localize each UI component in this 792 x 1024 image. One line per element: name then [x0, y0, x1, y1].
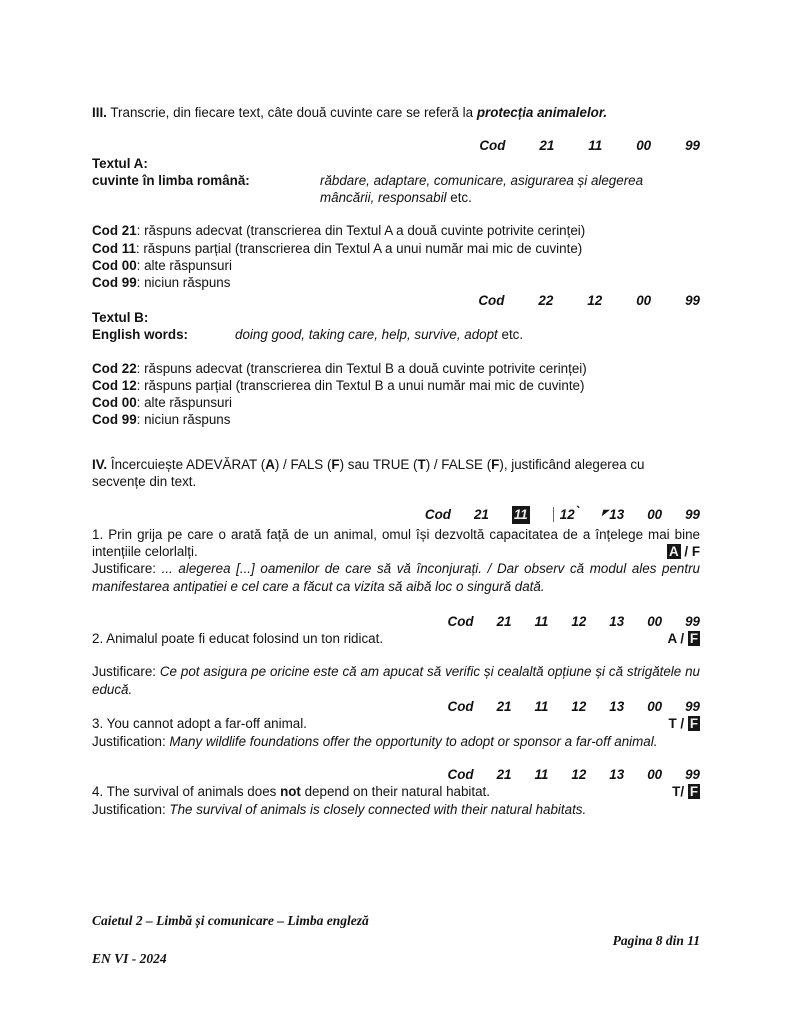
cod-value: 00: [636, 138, 652, 154]
cod-value: 12: [571, 613, 587, 629]
item-3-statement: 3. You cannot adopt a far-off animal.: [92, 716, 307, 732]
item-1: [92, 526, 700, 561]
cod-label: Cod: [447, 613, 474, 629]
cod-value: 00: [636, 292, 652, 308]
cod-value: 11: [534, 613, 549, 629]
text-b-key: English words:: [92, 327, 188, 343]
cod-value: 11: [534, 766, 549, 782]
text-a-words: răbdare, adaptare, comunicare, asigurarea și alegerea mâncării, responsabil etc.: [320, 172, 644, 206]
cod-value: 11: [534, 699, 549, 715]
item-4-answer: T/ F: [672, 784, 698, 800]
section4-number: IV.: [92, 456, 108, 472]
item-3-answer-circled: F: [689, 716, 698, 732]
cod-label: Cod: [424, 507, 451, 523]
cod-label: Cod: [447, 766, 474, 782]
text-a-label: Textul A:: [92, 155, 148, 171]
cod-value: 00: [647, 507, 663, 523]
text-b-label: Textul B:: [92, 309, 149, 325]
cod-value-marked: 12 `: [553, 506, 579, 523]
section3-heading: [92, 104, 700, 121]
cod-label: Cod: [479, 138, 506, 154]
cod-row-item1: [92, 506, 700, 525]
cod-value: 00: [647, 766, 663, 782]
cod-value: 99: [685, 292, 700, 308]
cod-value: 00: [647, 699, 663, 715]
cod-value: 13: [609, 766, 625, 782]
text-a-words-row: [92, 172, 700, 207]
item-1-statement: 1. Prin grija pe care o arată față de un animal, omul își dezvoltă capacitatea de a înțelege mai bine intențiile celorlalți.: [92, 526, 700, 559]
cod-row-text-b: [92, 292, 700, 309]
item-3-justification: Justification: Many wildlife foundations offer the opportunity to adopt or sponsor a far-off animal.: [92, 733, 658, 749]
code-line: Cod 99: niciun răspuns: [92, 275, 231, 291]
item-2: [92, 630, 700, 647]
cod-label: Cod: [447, 699, 474, 715]
cod-value: 21: [539, 138, 555, 154]
footer-exam-code: EN VI - 2024: [92, 951, 167, 966]
text-b-words-row: [92, 326, 700, 343]
cod-value: 13: [609, 699, 625, 715]
item-4-statement: 4. The survival of animals does not depend on their natural habitat.: [92, 784, 490, 800]
item-3: [92, 715, 700, 732]
codes-list-b: [92, 360, 700, 429]
cod-value: 11: [588, 138, 603, 154]
cod-row-item4: [92, 766, 700, 783]
cod-row-item2: [92, 613, 700, 630]
cod-value-smudged: 11: [513, 507, 528, 523]
cod-value: 21: [496, 613, 512, 629]
footer-page-number: Pagina 8 din 11: [612, 933, 700, 948]
cod-value: 12: [571, 766, 587, 782]
section3-title: Transcrie, din fiecare text, câte două cuvinte care se referă la: [106, 105, 477, 120]
cod-value: 22: [538, 292, 554, 308]
section3-title-emphasis: protecția animalelor.: [476, 105, 608, 120]
cod-value: 99: [685, 507, 700, 523]
cod-value: 99: [685, 766, 700, 782]
cod-row-item3: [92, 698, 700, 715]
code-line: Cod 99: niciun răspuns: [92, 412, 231, 428]
text-b-words: doing good, taking care, help, survive, adopt etc.: [235, 327, 524, 343]
item-2-answer-circled: F: [689, 631, 698, 647]
code-line: Cod 22: răspuns adecvat (transcrierea din Textul B a două cuvinte potrivite cerinței): [92, 360, 587, 376]
code-line: Cod 12: răspuns parțial (transcrierea din Textul B a unui număr mai mic de cuvinte): [92, 377, 585, 393]
cod-row-text-a: [92, 137, 700, 154]
text-a-key: cuvinte în limba română:: [92, 172, 250, 188]
codes-list-a: [92, 222, 700, 291]
item-1-answer: A / F: [668, 543, 700, 559]
item-1-answer-circled: A: [668, 543, 679, 559]
cod-value: 12: [571, 699, 587, 715]
cod-value-marked: ◤ 13: [602, 506, 624, 525]
cod-value: 21: [496, 699, 512, 715]
cod-label: Cod: [478, 292, 505, 308]
footer-booklet-title: Caietul 2 – Limbă și comunicare – Limba engleză: [92, 913, 369, 928]
cod-value: 13: [609, 613, 625, 629]
cod-value: 00: [647, 613, 663, 629]
item-4: [92, 783, 700, 800]
cod-value: 99: [685, 613, 700, 629]
code-line: Cod 21: răspuns adecvat (transcrierea din Textul A a două cuvinte potrivite cerinței): [92, 223, 586, 239]
cod-value: 99: [685, 138, 700, 154]
section4-heading: IV. Încercuiește ADEVĂRAT (A) / FALS (F) sau TRUE (T) / FALSE (F), justificând alegerea cu secvențe din text.: [92, 456, 645, 490]
code-line: Cod 00: alte răspunsuri: [92, 395, 232, 411]
item-1-justification: Justificare: ... alegerea [...] oamenilor de care să vă înconjurați. / Dar observ că modul ales pentru manifestarea antipatiei e cel care a făcut ca vizita să aibă loc o singură dată.: [92, 561, 700, 594]
item-2-answer: A / F: [667, 631, 698, 647]
cod-value: 21: [496, 766, 512, 782]
cod-value: 99: [685, 699, 700, 715]
item-4-justification: Justification: The survival of animals is closely connected with their natural habitats.: [92, 801, 587, 817]
item-2-statement: 2. Animalul poate fi educat folosind un ton ridicat.: [92, 631, 384, 647]
item-4-answer-circled: F: [689, 784, 698, 800]
item-3-answer: T / F: [668, 716, 698, 732]
code-line: Cod 00: alte răspunsuri: [92, 258, 232, 274]
item-4-not-emphasis: not: [280, 784, 301, 800]
item-2-justification: Justificare: Ce pot asigura pe oricine este că am apucat să verific și cealaltă opțiune și că strigătele nu educă.: [92, 664, 700, 697]
cod-value: 12: [587, 292, 603, 308]
code-line: Cod 11: răspuns parțial (transcrierea din Textul A a unui număr mai mic de cuvinte): [92, 240, 583, 256]
cod-value: 21: [473, 507, 489, 523]
section3-number: III.: [92, 105, 107, 120]
